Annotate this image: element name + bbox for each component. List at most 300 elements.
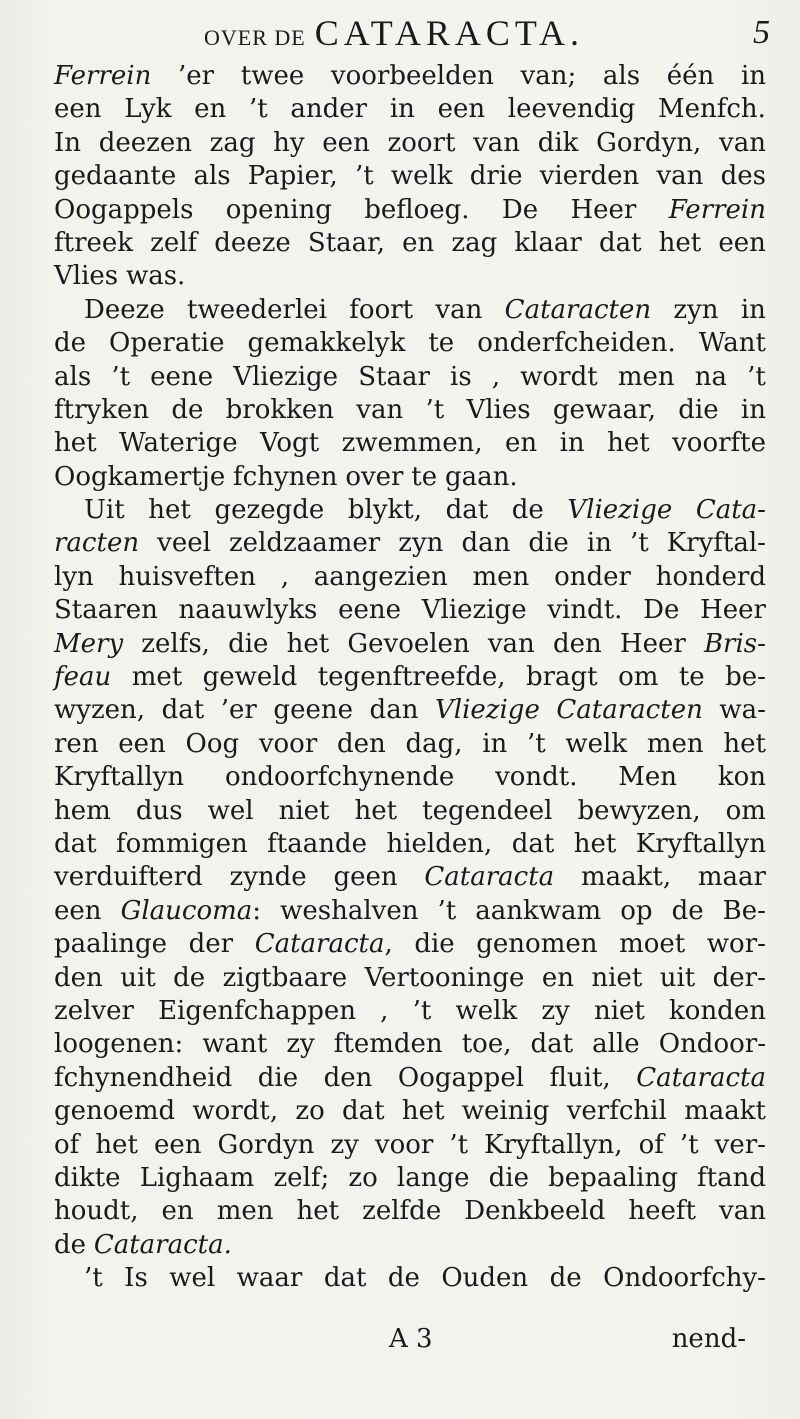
word: ftemden <box>333 1029 443 1060</box>
word: ftand <box>697 1162 766 1193</box>
word: één <box>666 61 715 91</box>
word: van <box>719 1196 766 1227</box>
word: ’t <box>679 1129 699 1160</box>
word: om <box>618 662 659 693</box>
text-line <box>54 1062 766 1095</box>
word: maakt <box>684 1096 766 1127</box>
word: de <box>173 962 206 993</box>
word: de <box>549 1263 582 1294</box>
page-footer <box>54 1324 766 1360</box>
word: vindt. <box>547 595 623 626</box>
word: die <box>228 628 269 659</box>
word: zag <box>209 127 256 158</box>
text-line <box>54 1129 766 1162</box>
word: Mery <box>54 628 124 659</box>
word: het <box>723 728 766 759</box>
word: Ferrein <box>668 194 766 225</box>
word: Menfch. <box>657 94 766 125</box>
word: heeft <box>628 1196 696 1227</box>
word: het <box>658 227 702 258</box>
word: voorbeelden <box>330 61 494 91</box>
word: Gordyn <box>217 1129 315 1160</box>
word: hy <box>273 127 305 158</box>
word: ren <box>54 728 99 759</box>
word: op <box>620 895 653 926</box>
word: zelf <box>150 227 198 258</box>
word: zwemmen, <box>341 428 483 459</box>
word: Gevoelen <box>347 628 470 659</box>
word: Vertooninge <box>364 962 525 993</box>
catchword: nend- <box>671 1324 746 1354</box>
word: in <box>740 294 766 325</box>
word: houdt, <box>54 1196 139 1227</box>
word: Cataracta. <box>93 1229 232 1260</box>
word: ’t <box>437 895 457 926</box>
text-line <box>54 728 766 761</box>
text-line <box>54 761 766 794</box>
word: de <box>171 394 204 425</box>
word: Oogkamertje <box>54 461 226 492</box>
word: men <box>617 361 675 392</box>
word: ’t <box>354 161 374 192</box>
word: verfchil <box>566 1096 667 1127</box>
word: den <box>336 728 386 759</box>
word: genoemd <box>54 1096 176 1127</box>
text-line <box>54 1262 766 1295</box>
word: het <box>401 1096 445 1127</box>
word: alle <box>592 1029 640 1060</box>
word: dat <box>54 828 97 859</box>
word: is <box>450 361 472 392</box>
text-line <box>54 694 766 727</box>
word: te <box>411 461 438 492</box>
word: Vliezige <box>421 595 527 626</box>
word: zeldzaamer <box>228 528 381 559</box>
text-line <box>54 260 766 293</box>
word: blykt, <box>347 495 422 526</box>
word: zag <box>451 227 498 258</box>
word: voor <box>258 728 318 759</box>
word: en <box>541 962 574 993</box>
word: opening <box>225 194 332 225</box>
word: geen <box>333 862 398 893</box>
word: veel <box>157 528 211 559</box>
word: De <box>501 194 539 225</box>
word: het <box>354 795 398 826</box>
word: eene <box>150 361 214 392</box>
word: vondt. <box>495 762 578 793</box>
word: zelfde <box>362 1196 442 1227</box>
word: Cataracta, <box>254 929 393 960</box>
word: wor- <box>706 929 766 960</box>
word: dat <box>530 1029 574 1060</box>
word: deeze <box>214 227 291 258</box>
word: zy <box>286 1029 315 1060</box>
word: ftreek <box>54 227 134 258</box>
word: Kryftallyn <box>54 762 185 793</box>
word: geene <box>273 695 353 726</box>
word: ver- <box>714 1129 766 1160</box>
word: dag, <box>405 728 463 759</box>
word: zyn <box>673 294 719 325</box>
word: Glaucoma: <box>120 895 262 926</box>
text-line <box>54 928 766 961</box>
word: van <box>473 127 521 158</box>
word: aangezien <box>313 561 448 592</box>
word: als <box>54 361 92 392</box>
word: zigtbaare <box>222 962 348 993</box>
word: wordt <box>520 361 598 392</box>
word: niet <box>593 995 645 1026</box>
word: geweld <box>202 662 298 693</box>
word: dat <box>161 695 205 726</box>
text-line <box>54 594 766 627</box>
word: met <box>131 662 183 693</box>
word: een <box>153 1129 202 1160</box>
word: Cataracta <box>636 1062 766 1093</box>
word: Deeze <box>84 294 165 325</box>
word: Is <box>124 1263 148 1294</box>
word: ’t <box>412 995 432 1026</box>
word: een <box>54 895 102 926</box>
word: van <box>435 294 483 325</box>
word: het <box>54 428 97 459</box>
word: tegendeel <box>422 795 553 826</box>
word: de <box>387 1263 420 1294</box>
word: het <box>573 828 617 859</box>
word: moet <box>619 929 686 960</box>
word: en <box>402 227 435 258</box>
word: racten <box>54 528 140 559</box>
word: van <box>656 161 704 192</box>
word: het <box>286 628 330 659</box>
word: ’t <box>449 1129 469 1160</box>
word: Gordyn, <box>596 127 702 158</box>
word: niet <box>278 795 330 826</box>
word: wa- <box>719 695 766 726</box>
word: zoort <box>387 127 456 158</box>
word: ondoorfchynende <box>224 762 455 793</box>
text-line <box>54 828 766 861</box>
word: en <box>505 428 538 459</box>
word: den <box>552 628 602 659</box>
word: die <box>528 528 569 559</box>
word: Papier, <box>247 161 338 192</box>
word: der <box>188 929 234 960</box>
text-line <box>54 294 766 327</box>
word: den <box>323 1062 373 1093</box>
word: Uit <box>84 495 125 526</box>
word: want <box>202 1029 268 1060</box>
word: tegenftreefde, <box>317 662 506 693</box>
word: Operatie <box>109 328 225 359</box>
word: Cataracten <box>504 294 652 325</box>
word: , <box>280 561 290 592</box>
word: feau <box>54 662 112 693</box>
text-line <box>54 327 766 360</box>
word: den <box>54 962 103 993</box>
word: honderd <box>655 561 766 592</box>
word: gaan. <box>444 461 518 492</box>
running-title-prefix: OVER DE <box>204 25 306 50</box>
running-head <box>54 12 784 60</box>
word: Want <box>698 328 766 359</box>
word: zynde <box>229 862 307 893</box>
word: fluit, <box>549 1062 611 1093</box>
word: in <box>586 528 612 559</box>
word: men <box>472 561 530 592</box>
word: dat <box>342 1096 385 1127</box>
word: niet <box>591 962 643 993</box>
text-line <box>54 1162 766 1195</box>
word: dat <box>598 227 642 258</box>
word: kon <box>717 762 766 793</box>
word: een <box>322 127 370 158</box>
word: dat <box>511 828 555 859</box>
word: of <box>54 1129 80 1160</box>
word: die <box>488 1162 530 1193</box>
word: in <box>559 428 585 459</box>
word: Kryftal- <box>666 528 766 559</box>
word: aankwam <box>475 895 602 926</box>
word: des <box>720 161 766 192</box>
text-line <box>54 427 766 460</box>
word: onder <box>554 561 631 592</box>
word: loogenen: <box>54 1029 184 1060</box>
signature-mark: A 3 <box>389 1324 433 1354</box>
word: Heer <box>619 628 686 659</box>
word: het <box>296 1196 340 1227</box>
word: in <box>740 61 766 91</box>
text-line <box>54 795 766 828</box>
word: Cataracten <box>556 695 703 726</box>
word: ’t <box>111 361 131 392</box>
word: eene <box>338 595 402 626</box>
word: tweederlei <box>187 294 327 325</box>
word: Ondoor- <box>658 1029 766 1060</box>
running-title <box>204 12 584 54</box>
word: na <box>694 361 728 392</box>
word: Kryftallyn <box>635 828 766 859</box>
text-line <box>54 394 766 427</box>
word: ’t <box>526 728 546 759</box>
text-line <box>54 361 766 394</box>
word: het <box>607 428 650 459</box>
word: ’t <box>249 94 268 125</box>
text-line <box>54 527 766 560</box>
word: genomen <box>476 929 598 960</box>
word: ’er <box>220 695 257 726</box>
word: waar <box>236 1263 303 1294</box>
word: Cataracta <box>424 862 555 893</box>
word: befloeg. <box>364 194 470 225</box>
word: bewyzen, <box>577 795 701 826</box>
page-number: 5 <box>753 14 770 51</box>
word: maakt, <box>580 862 672 893</box>
word: die <box>414 929 455 960</box>
word: een <box>437 94 486 125</box>
word: In <box>54 127 82 158</box>
text-line <box>54 1195 766 1228</box>
word: ’er <box>177 61 215 91</box>
word: Staar, <box>307 227 386 258</box>
word: welk <box>565 728 628 759</box>
word: Ondoorfchy- <box>603 1263 766 1294</box>
word: uit <box>120 962 156 993</box>
word: van; <box>520 61 577 91</box>
word: toe, <box>461 1029 512 1060</box>
word: dat <box>445 495 489 526</box>
text-line <box>54 60 766 93</box>
word: ’t <box>84 1263 103 1294</box>
word: Heer <box>700 595 766 626</box>
word: dus <box>135 795 183 826</box>
word: gezegde <box>214 495 325 526</box>
word: een <box>718 227 766 258</box>
text-line <box>54 628 766 661</box>
word: in <box>740 394 766 425</box>
word: verduifterd <box>54 862 203 893</box>
text-line <box>54 227 766 260</box>
word: Vlies <box>54 261 119 292</box>
word: als <box>193 161 231 192</box>
word: zo <box>348 1162 378 1193</box>
word: zyn <box>398 528 444 559</box>
word: weinig <box>461 1096 550 1127</box>
text-line <box>54 127 766 160</box>
word: ftaande <box>267 828 368 859</box>
word: zy <box>330 1129 359 1160</box>
word: Eigenfchappen <box>158 995 356 1026</box>
word: welk <box>455 995 518 1026</box>
word: wel <box>169 1263 216 1294</box>
word: dat <box>323 1263 367 1294</box>
word: hem <box>54 795 111 826</box>
word: De <box>643 595 680 626</box>
word: van <box>487 628 535 659</box>
text-line <box>54 494 766 527</box>
text-line <box>54 93 766 126</box>
word: men <box>646 728 704 759</box>
word: Staar <box>358 361 430 392</box>
word: weshalven <box>280 895 419 926</box>
word: Vliezige <box>435 695 540 726</box>
word: het <box>148 495 191 526</box>
word: was. <box>125 261 186 292</box>
text-line <box>54 995 766 1028</box>
text-line <box>54 561 766 594</box>
word: zelver <box>54 995 134 1026</box>
word: en <box>161 1196 194 1227</box>
text-line <box>54 1028 766 1061</box>
word: fchynen <box>233 461 338 492</box>
word: gedaante <box>54 161 177 192</box>
word: Vogt <box>260 428 320 459</box>
word: en <box>194 94 227 125</box>
word: bragt <box>525 662 598 693</box>
word: fommigen <box>116 828 248 859</box>
word: ander <box>290 94 368 125</box>
word: het <box>95 1129 138 1160</box>
word: maar <box>697 862 766 893</box>
word: Staaren <box>54 595 158 626</box>
word: van <box>356 394 404 425</box>
text-line <box>54 1229 766 1262</box>
word: die <box>678 394 719 425</box>
word: fchynendheid <box>54 1062 233 1093</box>
word: Denkbeeld <box>464 1196 606 1227</box>
word: de <box>54 328 87 359</box>
word: lyn <box>54 561 94 592</box>
word: de <box>511 495 544 526</box>
text-line <box>54 661 766 694</box>
word: , <box>380 995 389 1026</box>
word: welk <box>390 161 453 192</box>
word: lange <box>396 1162 470 1193</box>
word: ftryken <box>54 394 150 425</box>
word: twee <box>240 61 305 91</box>
word: gewaar, <box>552 394 656 425</box>
word: naauwlyks <box>178 595 318 626</box>
word: Cata- <box>695 495 766 526</box>
word: klaar <box>514 227 582 258</box>
word: men <box>216 1196 274 1227</box>
word: van <box>719 127 766 158</box>
word: zo <box>295 1096 325 1127</box>
word: huisveften <box>118 561 256 592</box>
text-line <box>54 194 766 227</box>
word: Oogappel <box>397 1062 525 1093</box>
word: een <box>54 94 102 125</box>
word: Vliezige <box>233 361 339 392</box>
word: de <box>671 895 704 926</box>
text-line <box>54 160 766 193</box>
word: Vlies <box>466 394 531 425</box>
word: voor <box>374 1129 434 1160</box>
word: Kryftallyn, <box>484 1129 623 1160</box>
word: wordt, <box>192 1096 279 1127</box>
word: of <box>638 1129 664 1160</box>
body-text <box>54 60 766 1295</box>
word: te <box>428 328 455 359</box>
word: Ouden <box>441 1263 529 1294</box>
word: Vliezige <box>567 495 673 526</box>
word: wyzen, <box>54 695 146 726</box>
word: Be- <box>722 895 766 926</box>
text-line <box>54 1095 766 1128</box>
running-title-main: CATARACTA. <box>314 13 584 53</box>
word: onderfcheiden. <box>477 328 676 359</box>
word: konden <box>669 995 766 1026</box>
word: zelfs, <box>141 628 210 659</box>
word: vierden <box>539 161 640 192</box>
word: te <box>678 662 705 693</box>
text-line <box>54 962 766 995</box>
word: deezen <box>98 127 192 158</box>
text-line <box>54 461 766 494</box>
word: dan <box>461 528 511 559</box>
word: in <box>389 94 415 125</box>
word: uit <box>659 962 696 993</box>
word: leevendig <box>507 94 636 125</box>
word: ’t <box>629 528 649 559</box>
word: Lighaam <box>139 1162 255 1193</box>
word: voorfte <box>672 428 766 459</box>
word: ’t <box>747 361 766 392</box>
text-line <box>54 895 766 928</box>
word: drie <box>469 161 523 192</box>
word: Bris- <box>703 628 766 659</box>
